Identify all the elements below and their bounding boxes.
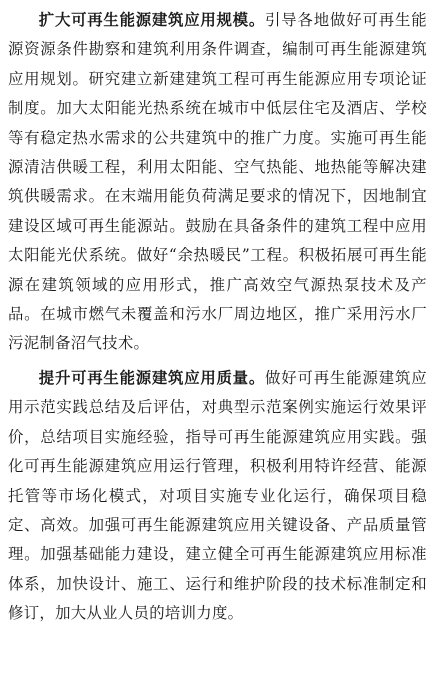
paragraph-heading: 扩大可再生能源建筑应用规模。 [38,11,265,29]
paragraph-improve-quality [8,364,427,629]
paragraph-expand-scale [8,6,427,359]
paragraph-body: 引导各地做好可再生能源资源条件勘察和建筑利用条件调查，编制可再生能源建筑应用规划。研究建立新建建筑工程可再生能源应用专项论证制度。加大太阳能光热系统在城市中低层住宅及酒店、学校等有稳定热水需求的公共建筑中的推广力度。实施可再生能源清洁供暖工程，利用太阳能、空气热能、地热能等解决建筑供暖需求。在末端用能负荷满足要求的情况下，因地制宜建设区域可再生能源站。鼓励在具备条件的建筑工程中应用太阳能光伏系统。做好“余热暖民”工程。积极拓展可再生能源在建筑领域的应用形式，推广高效空气源热泵技术及产品。在城市燃气未覆盖和污水厂周边地区，推广采用污水厂污泥制备沼气技术。 [8,11,427,353]
paragraph-body: 做好可再生能源建筑应用示范实践总结及后评估，对典型示范案例实施运行效果评价，总结项目实施经验，指导可再生能源建筑应用实践。强化可再生能源建筑应用运行管理，积极利用特许经营、能源托管等市场化模式，对项目实施专业化运行，确保项目稳定、高效。加强可再生能源建筑应用关键设备、产品质量管理。加强基础能力建设，建立健全可再生能源建筑应用标准体系，加快设计、施工、运行和维护阶段的技术标准制定和修订，加大从业人员的培训力度。 [8,368,427,623]
paragraph-heading: 提升可再生能源建筑应用质量。 [38,368,265,387]
